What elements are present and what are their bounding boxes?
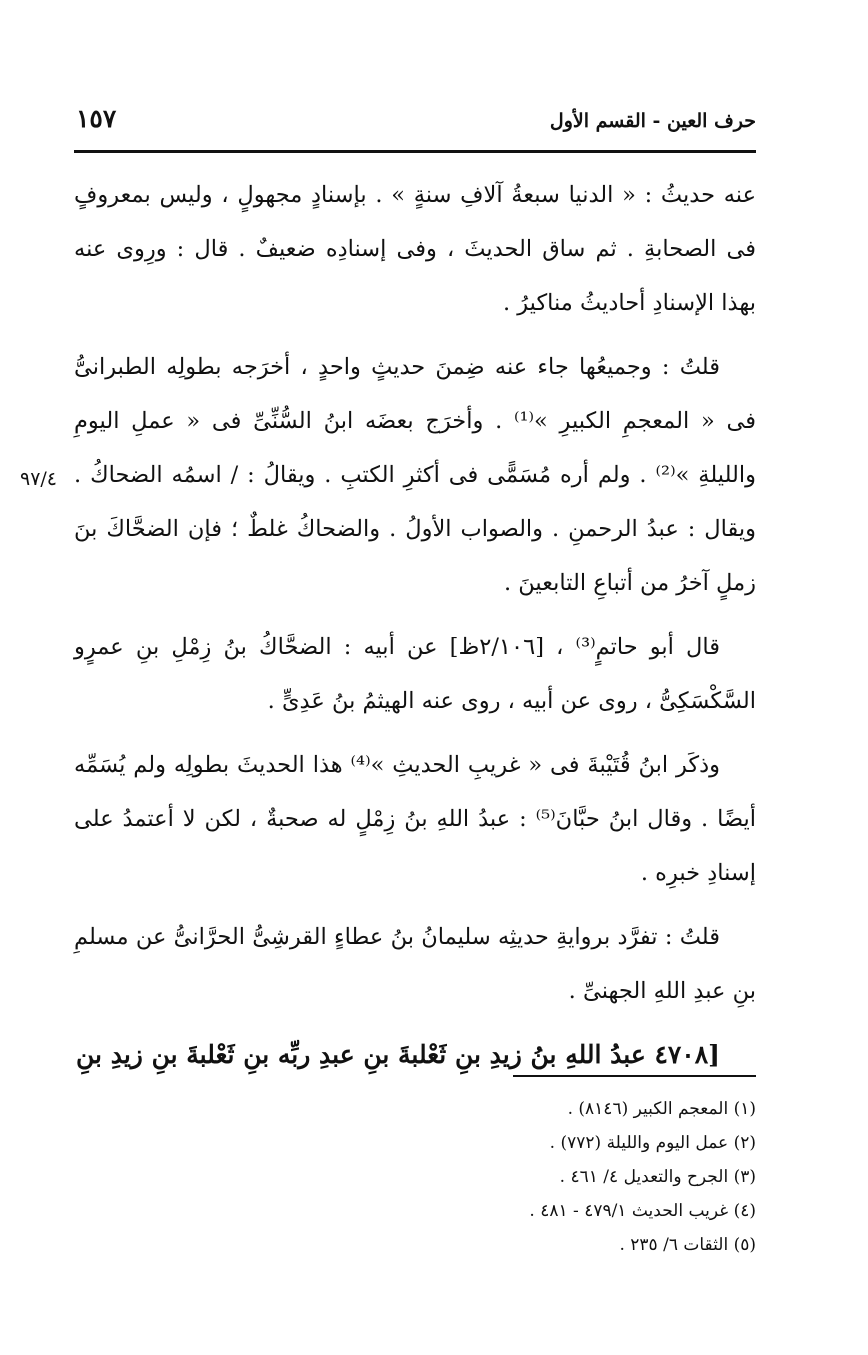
page-number: ١٥٧ — [76, 104, 117, 133]
footnote: (٢) عمل اليوم والليلة (٧٧٢) . — [549, 1133, 756, 1153]
footnote-rule — [513, 1075, 756, 1077]
entry-heading: [٤٧٠٨ عبدُ اللهِ بنُ زيدِ بنِ ثَعْلبةَ بنِ عبدِ ربِّه بنِ ثَعْلبةَ بنِ زيدِ بنِ — [76, 1040, 720, 1069]
footnote: (٤) غريب الحديث ٤٧٩/١ - ٤٨١ . — [529, 1201, 756, 1221]
footnote: (١) المعجم الكبير (٨١٤٦) . — [567, 1099, 756, 1119]
running-head: حرف العين - القسم الأول — [549, 110, 756, 132]
paragraph: قال أبو حاتمٍ⁽³⁾ ، [٢/١٠٦ظ] عن أبيه : الضحَّاكُ بنُ زِمْلِ بنِ عمرٍو السَّكْسَكِىُّ ، روى عن أبيه ، روى عنه الهيثمُ بنُ عَدِىٍّ . — [74, 634, 756, 714]
paragraph: عنه حديثُ : « الدنيا سبعةُ آلافِ سنةٍ » . بإسنادٍ مجهولٍ ، وليس بمعروفٍ فى الصحابةِ . ثم ساق الحديثَ ، وفى إسنادِه ضعيفٌ . قال : ورِوى عنه بهذا الإسنادِ أحاديثُ مناكيرُ . — [74, 182, 756, 316]
page-header — [74, 100, 756, 140]
margin-note: ٩٧/٤ — [20, 468, 58, 490]
paragraph: قلتُ : تفرَّد بروايةِ حديثِه سليمانُ بنُ عطاءٍ القرشِىُّ الحرَّانىُّ عن مسلمِ بنِ عبدِ اللهِ الجهنىِّ . — [74, 924, 756, 1004]
header-rule — [74, 150, 756, 153]
footnotes — [440, 1092, 756, 1262]
paragraph: قلتُ : وجميعُها جاء عنه ضِمنَ حديثٍ واحدٍ ، أخرَجه بطولِه الطبرانىُّ فى « المعجمِ الكبيرِ »⁽¹⁾ . وأخرَج بعضَه ابنُ السُّنِّىِّ فى « عملِ اليومِ والليلةِ »⁽²⁾ . ولم أره مُسَمًّى فى أكثرِ الكتبِ . ويقالُ : / اسمُه الضحاكُ . ويقال : عبدُ الرحمنِ . والصواب الأولُ . والضحاكُ غلطٌ ؛ فإن الضحَّاكَ بنَ زملٍ آخرُ من أتباعِ التابعينَ . — [74, 354, 757, 596]
main-text — [74, 168, 756, 1092]
footnote: (٣) الجرح والتعديل ٤/ ٤٦١ . — [559, 1167, 756, 1187]
paragraph: وذكَر ابنُ قُتَيْبةَ فى « غريبِ الحديثِ »⁽⁴⁾ هذا الحديثَ بطولِه ولم يُسَمِّه أيضًا . وقال ابنُ حبَّانَ⁽⁵⁾ : عبدُ اللهِ بنُ زِمْلٍ له صحبةٌ ، لكن لا أعتمدُ على إسنادِ خبرِه . — [74, 752, 756, 886]
footnote: (٥) الثقات ٦/ ٢٣٥ . — [619, 1235, 756, 1255]
